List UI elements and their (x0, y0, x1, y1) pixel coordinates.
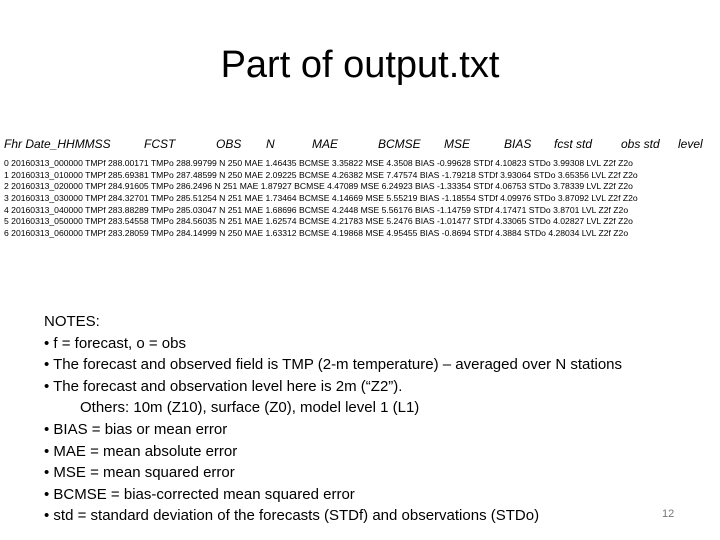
header-fcst: FCST (144, 137, 176, 151)
note-item: • std = standard deviation of the forecasts (STDf) and observations (STDo) (44, 507, 540, 525)
output-row: 6 20160313_060000 TMPf 283.28059 TMPo 284.14999 N 250 MAE 1.63312 BCMSE 4.19868 MSE 4.95455 BIAS -0.8694 STDf 4.3884 STDo 4.28034 LVL Z2f Z2o (4, 228, 629, 239)
note-item: • f = forecast, o = obs (44, 334, 186, 352)
header-bcmse: BCMSE (378, 137, 421, 151)
output-row: 2 20160313_020000 TMPf 284.91605 TMPo 286.2496 N 251 MAE 1.87927 BCMSE 4.47089 MSE 6.24923 BIAS -1.33354 STDf 4.06753 STDo 3.78339 LVL Z2f Z2o (4, 181, 633, 192)
notes-section (44, 311, 684, 527)
note-item: • The forecast and observed field is TMP (2-m temperature) – averaged over N stations (44, 356, 623, 374)
output-row: 5 20160313_050000 TMPf 283.54558 TMPo 284.56035 N 251 MAE 1.62574 BCMSE 4.21783 MSE 5.2476 BIAS -1.01477 STDf 4.33065 STDo 4.02827 LVL Z2f Z2o (4, 216, 633, 227)
note-item: • BCMSE = bias-corrected mean squared error (44, 485, 355, 503)
header-fhr-date: Fhr Date_HHMMSS (4, 137, 111, 151)
header-obs: OBS (216, 137, 242, 151)
output-row: 1 20160313_010000 TMPf 285.69381 TMPo 287.48599 N 250 MAE 2.09225 BCMSE 4.26382 MSE 7.47574 BIAS -1.79218 STDf 3.93064 STDo 3.65356 LVL Z2f Z2o (4, 169, 638, 180)
header-mse: MSE (444, 137, 471, 151)
output-row: 0 20160313_000000 TMPf 288.00171 TMPo 288.99799 N 250 MAE 1.46435 BCMSE 3.35822 MSE 4.3508 BIAS -0.99628 STDf 4.10823 STDo 3.99308 LVL Z2f Z2o (4, 158, 633, 168)
slide-title: Part of output.txt (220, 44, 500, 86)
header-n: N (266, 137, 275, 151)
page-number: 12 (662, 508, 675, 520)
output-rows (4, 158, 718, 240)
note-item-indented: Others: 10m (Z10), surface (Z0), model level 1 (L1) (80, 399, 420, 417)
output-row: 3 20160313_030000 TMPf 284.32701 TMPo 285.51254 N 251 MAE 1.73464 BCMSE 4.14669 MSE 5.55219 BIAS -1.18554 STDf 4.09976 STDo 3.87092 LVL Z2f Z2o (4, 193, 638, 204)
note-item: • MAE = mean absolute error (44, 442, 238, 460)
header-level: level (678, 137, 703, 151)
header-obs-std: obs std (621, 137, 660, 151)
note-item: • The forecast and observation level here is 2m (“Z2”). (44, 377, 403, 395)
output-row: 4 20160313_040000 TMPf 283.88289 TMPo 285.03047 N 251 MAE 1.68696 BCMSE 4.2448 MSE 5.56176 BIAS -1.14759 STDf 4.17471 STDo 3.8701 LVL Z2f Z2o (4, 204, 629, 215)
note-item: • MSE = mean squared error (44, 464, 235, 482)
header-bias: BIAS (504, 137, 532, 151)
note-item: • BIAS = bias or mean error (44, 420, 228, 438)
header-mae: MAE (312, 137, 339, 151)
notes-heading: NOTES: (44, 313, 100, 330)
header-fcst-std: fcst std (554, 137, 593, 151)
